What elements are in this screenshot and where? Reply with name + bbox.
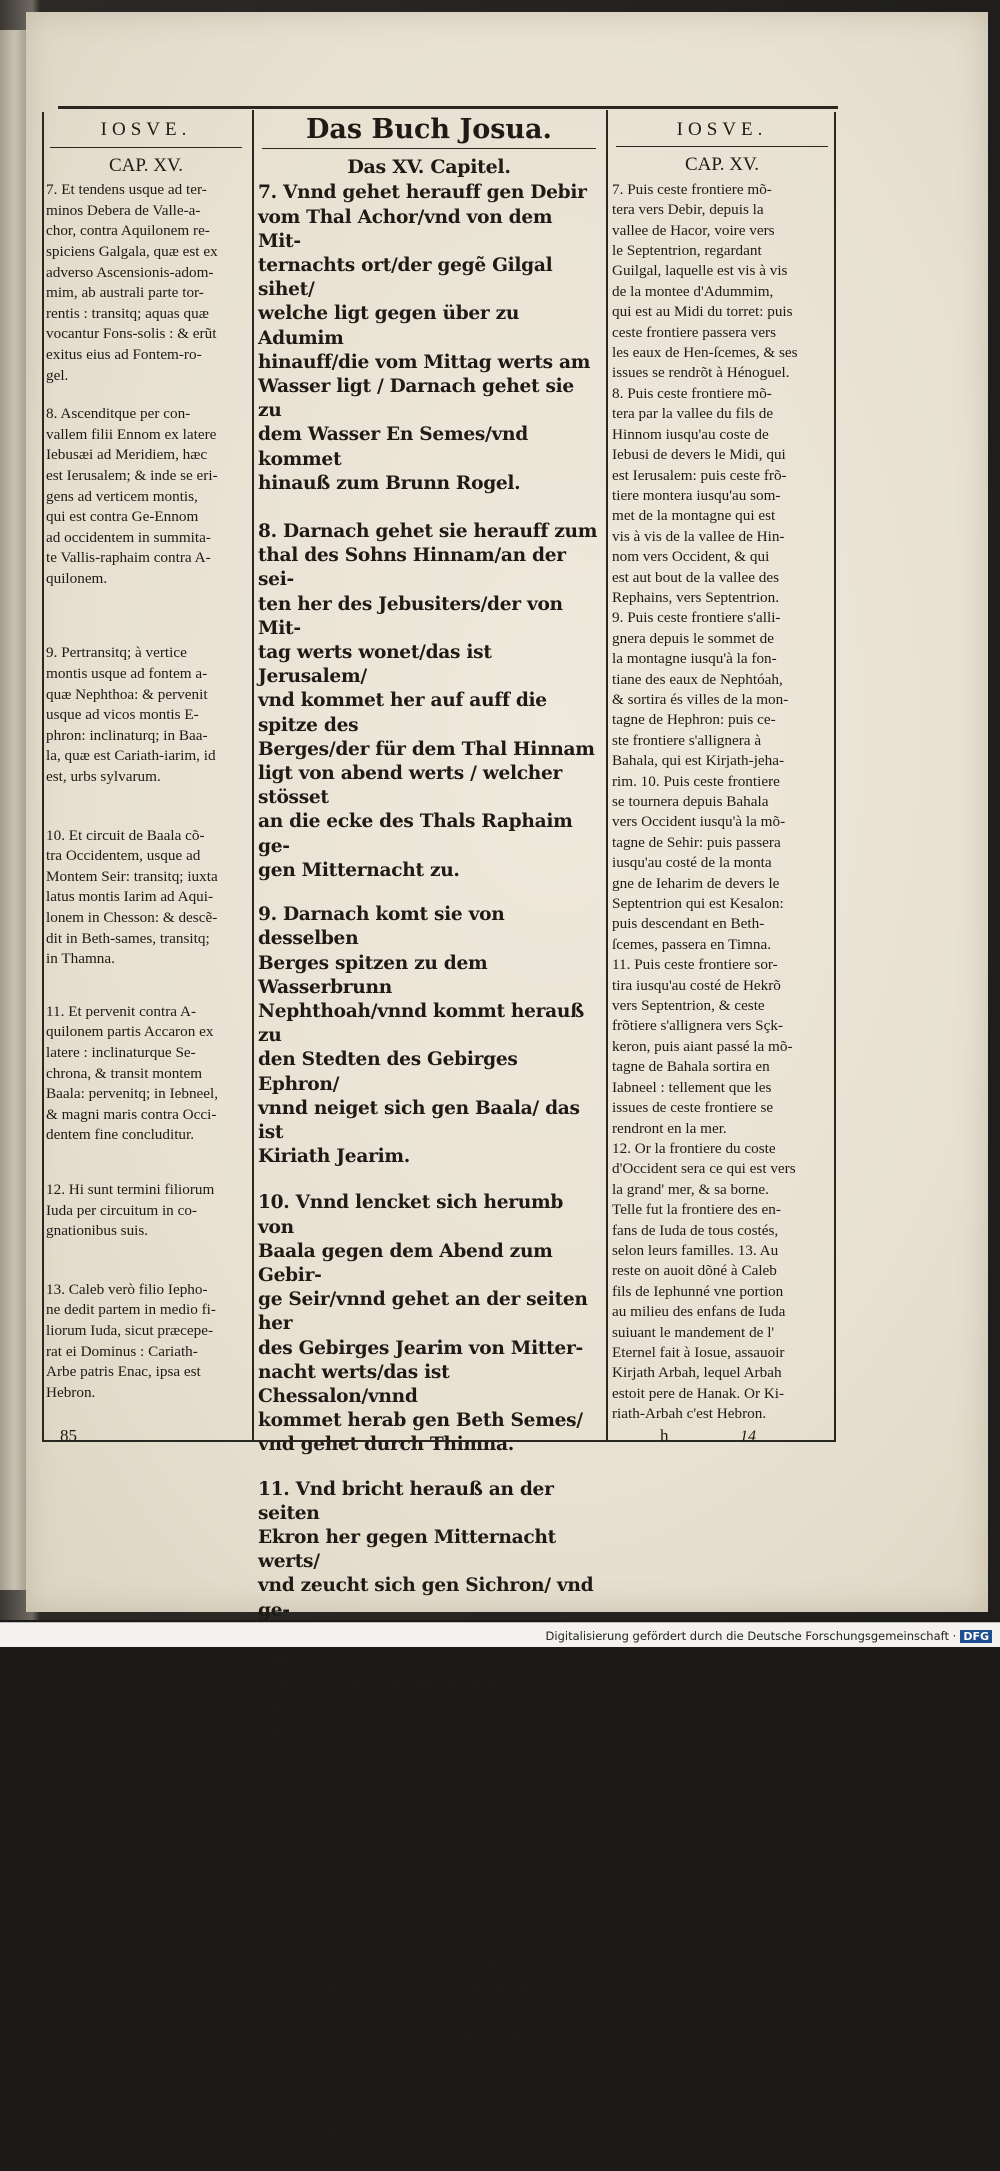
german-verse-7: 7. Vnnd gehet herauff gen Debir vom Thal Achor/vnd von dem Mit- ternachts ort/der gegẽ Gilgal sihet/ welche ligt gegen über zu Adumim hinauff/die vom Mittag werts am Wasser ligt / Darnach gehet sie zu dem Wasser En Semes/vnd kommet hinauß zum Brunn Rogel.	[258, 182, 591, 494]
german-verse-10: 10. Vnnd lencket sich herumb von Baala gegen dem Abend zum Gebir- ge Seir/vnnd gehet an der seiten her des Gebirges Jearim von Mitter- nacht werts/das ist Chessalon/vnnd kommet herab gen Beth Semes/ vnd gehet durch Thimna.	[258, 1192, 588, 1456]
column-divider-right	[606, 110, 608, 1442]
latin-header-rule	[50, 147, 242, 148]
signature-mark: h	[660, 1426, 669, 1445]
latin-header: IOSVE.	[100, 119, 192, 140]
german-chapter: Das XV. Capitel.	[347, 156, 511, 179]
column-divider-left	[252, 110, 254, 1442]
latin-verse-13: 13. Caleb verò filio Iepho- ne dedit partem in medio fi- liorum Iuda, sicut præcepe- rat ei Dominus : Cariath- Arbe patris Enac, ipsa est Hebron.	[46, 1280, 216, 1401]
latin-column	[46, 120, 246, 1403]
french-verse-8: 8. Puis ceste frontiere mõ- tera par la vallee du fils de Hinnom iusqu'au coste de Iebusi de devers le Midi, qui est Ierusalem: puis ceste frõ- tiere montera iusqu'au som- met de la montagne qui est vis à vis de la vallee de Hin- nom vers Occident, & qui est aut bout de la vallee des Rephains, vers Septentrion.	[612, 384, 787, 606]
left-border-rule	[42, 112, 44, 1442]
credit-line	[546, 1629, 992, 1643]
latin-chapter: CAP. XV.	[108, 154, 184, 176]
german-header-rule	[262, 148, 596, 149]
german-header: Das Buch Josua.	[306, 114, 552, 145]
credit-bar	[0, 1622, 1000, 1647]
german-verse-8: 8. Darnach gehet sie herauff zum thal des Sohns Hinnam/an der sei- ten her des Jebusiters/der von Mit- tag werts wonet/das ist Jerusalem/ vnd kommet her auf auff die spitze des Berges/der für dem Thal Hinnam ligt von abend werts / welcher stösset an die ecke des Thals Raphaim ge- gen Mitternacht zu.	[258, 521, 598, 881]
french-header: IOSVE.	[676, 119, 768, 140]
german-verse-12: 12. Die Grentze aber gegen Abend ist das grosse Meer. Das ist die gren tze der Kinder Juda vmbher in jhren Geschlechten.	[258, 1764, 573, 1932]
latin-verse-11: 11. Et pervenit contra A- quilonem partis Accaron ex latere : inclinaturque Se- chrona, & transit montem Baala: pervenitq; in Iebneel, & magni maris contra Occi- dentem fine concluditur.	[46, 1002, 219, 1144]
page-number: 85	[60, 1426, 77, 1445]
french-verse-12-13: 12. Or la frontiere du coste d'Occident sera ce qui est vers la grand' mer, & sa borne. Telle fut la frontiere des en- fans de Iuda de tous costés, selon leurs familles. 13. Au reste on auoit dõné à Caleb fils de Iephunné vne portion au milieu des enfans de Iuda suiuant le mandement de l' Eternel fait à Iosue, assauoir Kirjath Arbah, lequel Arbah estoit pere de Hanak. Or Ki- riath-Arbah c'est Hebron.	[612, 1139, 796, 1423]
french-chapter: CAP. XV.	[684, 154, 760, 176]
german-verse-9: 9. Darnach komt sie von desselben Berges spitzen zu dem Wasserbrunn Nephthoah/vnnd kommt herauß zu den Stedten des Gebirges Ephron/ vnnd neiget sich gen Baala/ das ist Kiriath Jearim.	[258, 904, 584, 1168]
latin-verse-10: 10. Et circuit de Baala cõ- tra Occidentem, usque ad Montem Seir: transitq; iuxta latus montis Iarim ad Aqui- lonem in Chesson: & descẽ- dit in Beth-sames, transitq; in Thamna.	[46, 826, 218, 968]
german-verse-11: 11. Vnd bricht herauß an der seiten Ekron her gegen Mitternacht werts/ vnd zeucht sich gen Sichron/ vnd ge- komt herauß gen Jabneel/daß jr lettzes ist das Meer.	[258, 1478, 597, 1742]
german-verse-13: 13. Caleb aber dem Sohn Jephun- ne ward sein theil gegeben vnter den Kindern Juda/nach dem der HERr Josua befalh / nemlich/die Kiriath Arba / des Vatters Enak/ das ist Hebron.	[258, 1954, 599, 2169]
latin-verse-8: 8. Ascenditque per con- vallem filii Ennom ex latere Iebusæi ad Meridiem, hæc est Ierusalem; & inde se eri- gens ad verticem montis, qui est contra Ge-Ennom ad occidentem in summita- te Vallis-raphaim contra A- quilonem.	[46, 405, 218, 587]
french-verse-11: 11. Puis ceste frontiere sor- tira iusqu'au costé de Hekrõ vers Septentrion, & ceste frõtiere s'allignera vers Sçk- keron, puis aiant passé la mõ- tagne de Bahala sortira en Iabneel : tellement que les issues de ceste frontiere se rendront en la mer.	[612, 956, 793, 1137]
french-column	[612, 120, 832, 1425]
french-verse-9-10: 9. Puis ceste frontiere s'alli- gnera depuis le sommet de la montagne iusqu'à la fon- tiane des eaux de Nephtóah, & sortira és villes de la mon- tagne de Hephron: puis ce- ste frontiere s'allignera à Bahala, qui est Kirjath-jeha- rim. 10. Puis ceste frontiere se tournera depuis Bahala vers Occident iusqu'à la mõ- tagne de Sehir: puis passera iusqu'au costé de la monta gne de Ieharim de devers le Septentrion qui est Kesalon: puis descendant en Beth- ſcemes, passera en Timna.	[612, 609, 789, 953]
credit-text: Digitalisierung gefördert durch die Deutsche Forschungsgemeinschaft ·	[545, 1629, 957, 1643]
french-verse-7: 7. Puis ceste frontiere mõ- tera vers Debir, depuis la vallee de Hacor, voire vers le Septentrion, regardant Guilgal, laquelle est vis à vis de la montee d'Adummim, qui est au Midi du torret: puis ceste frontiere passera vers les eaux de Hen-ſcemes, & ses issues se rendrõt à Hénoguel.	[612, 180, 798, 382]
top-rule	[58, 106, 838, 109]
latin-verse-9: 9. Pertransitq; à vertice montis usque ad fontem a- quæ Nephthoa: & pervenit usque ad vicos montis E- phron: inclinaturq; in Baa- la, quæ est Cariath-iarim, id est, urbs sylvarum.	[46, 644, 216, 786]
bottom-rule	[44, 1440, 836, 1442]
catchword-number: 14	[740, 1428, 756, 1445]
right-border-rule	[834, 112, 836, 1442]
french-header-rule	[616, 146, 828, 147]
latin-verse-7: 7. Et tendens usque ad ter- minos Debera de Valle-a- chor, contra Aquilonem re- spiciens Galgala, quæ est ex adverso Ascensionis-adom- mim, ab australi parte tor- rentis : transitq; aquas quæ vocantur Fons-solis : & erũt exitus eius ad Fontem-ro- gel.	[46, 181, 218, 384]
german-column	[258, 114, 600, 2171]
dfg-logo: DFG	[960, 1630, 992, 1643]
latin-verse-12: 12. Hi sunt termini filiorum Iuda per circuitum in co- gnationibus suis.	[46, 1180, 215, 1240]
